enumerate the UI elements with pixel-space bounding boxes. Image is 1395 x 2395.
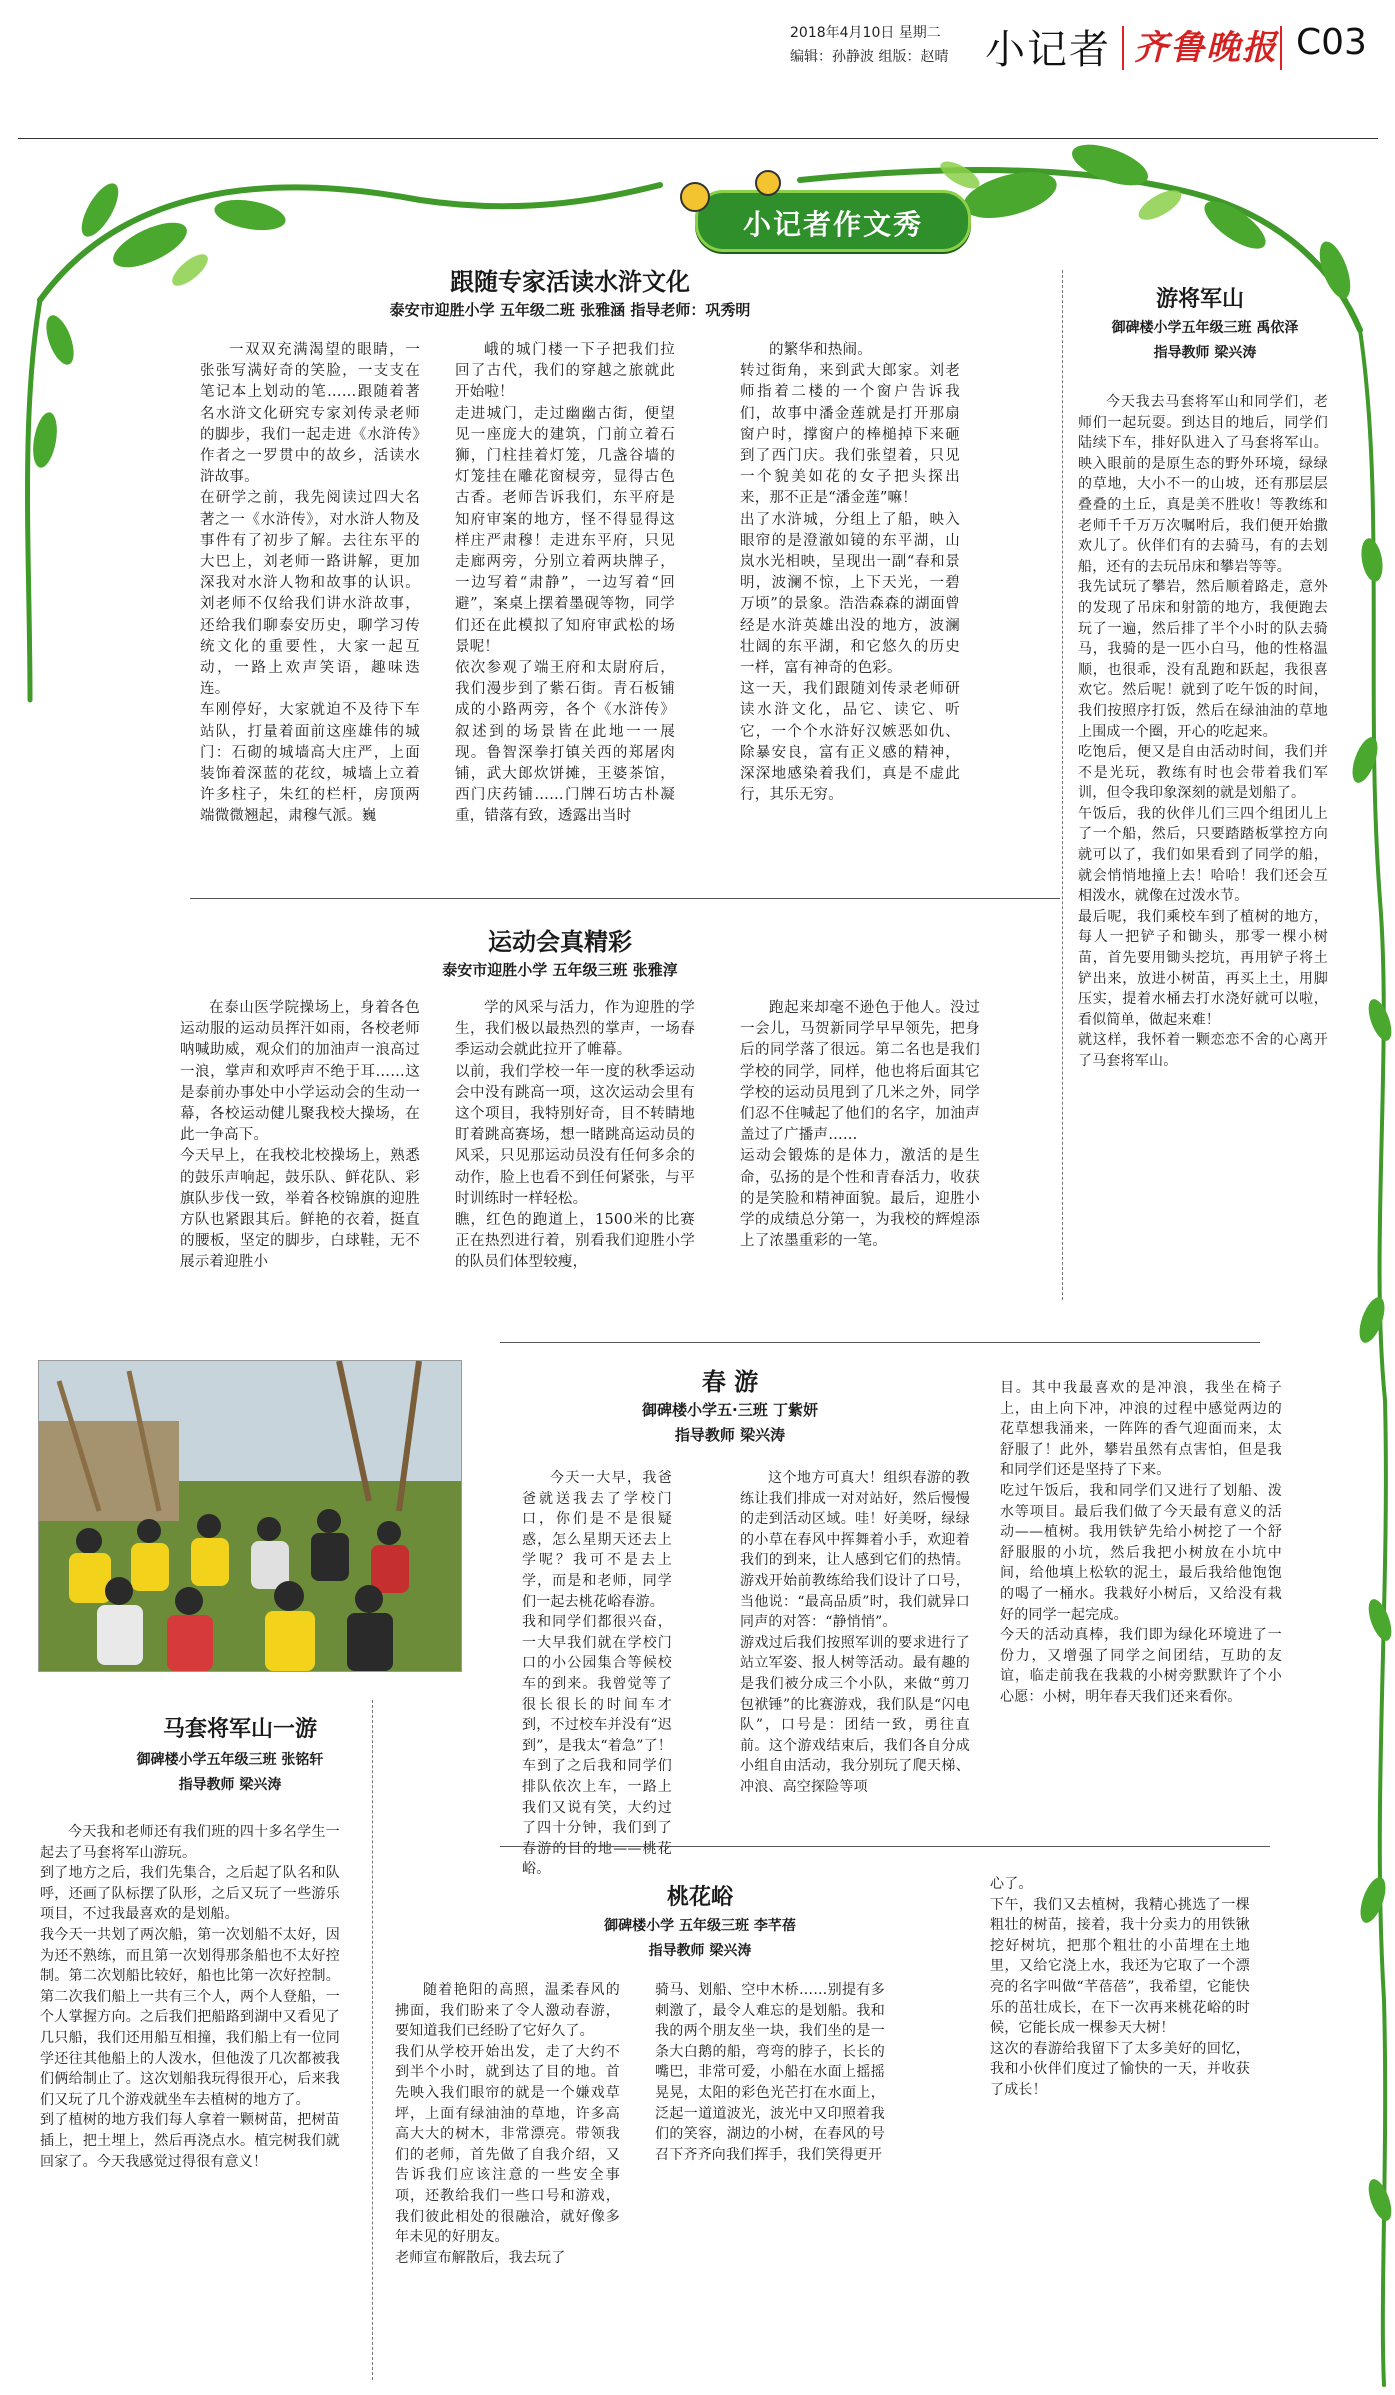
article-title: 桃花峪 bbox=[666, 1885, 733, 1910]
divider bbox=[500, 1846, 1270, 1847]
leaf bbox=[1364, 2176, 1395, 2224]
leaf bbox=[1364, 1596, 1395, 1644]
article-text-col1: 一双双充满渴望的眼睛，一张张写满好奇的笑脸，一支支在笔记本上划动的笔……跟随着著名水浒文化研究专家刘传录老师的脚步，我们一起走进《水浒传》作者之一罗贯中的故乡，活读水浒故事。 在研学之前，我先阅读过四大名著之一《水浒传》，对水浒人物及事件有了初步了解。去往东平的大巴上，刘老师一路讲解，更加深我对水浒人物和故事的认识。刘老师不仅给我们讲水浒故事，还给我们聊泰安历史，聊学习传统文化的重要性，大家一起互动，一路上欢声笑语，趣味迭连。 车刚停好，大家就迫不及待下车站队，打量着面前这座雄伟的城门：石砌的城墙高大庄严，上面装饰着深蓝的花纹，城墙上立着许多柱子，朱红的栏杆，房顶两端微微翘起，肃穆气派。巍 bbox=[200, 342, 420, 825]
page-number: C03 bbox=[1296, 22, 1367, 63]
article-text: 今天我去马套将军山和同学们，老师们一起玩耍。到达目的地后，同学们陆续下车，排好队进入了马套将军山。映入眼前的是原生态的野外环境，绿绿的草地，大小不一的山坡，还有那层层叠叠的土丘，真是美不胜收！等教练和老师千千万万次嘱咐后，我们便开始撒欢儿了。伙伴们有的去骑马，有的去划船，还有的去玩吊床和攀岩等等。 我先试玩了攀岩，然后顺着路走，意外的发现了吊床和射箭的地方，我便跑去玩了一遍，然后排了半个小时的队去骑马，我骑的是一匹小白马，他的性格温顺，也很乖，没有乱跑和跃起，我很喜欢它。然后呢！就到了吃午饭的时间，我们按照序打饭，然后在绿油油的草地上围成一个圈，开心的吃起来。 吃饱后，便又是自由活动时间，我们并不是光玩，教练有时也会带着我们军训，但令我印象深刻的就是划船了。 午饭后，我的伙伴儿们三四个组团儿上了一个船，然后，只要踏踏板掌控方向就可以了，我们如果看到了同学的船，就会悄悄地撞上去！哈哈！我们还会互相泼水，就像在过泼水节。 最后呢，我们乘校车到了植树的地方，每人一把铲子和锄头，那零一棵小树苗，首先要用锄头挖坑，再用铲子将土铲出来，放进小树苗，再买上土，用脚压实，提着水桶去打水浇好就可以啦，看似简单，做起来难！ 就这样，我怀着一颗恋恋不舍的心离开了马套将军山。 bbox=[1078, 394, 1328, 1069]
article-byline: 指导教师 梁兴涛 bbox=[674, 1426, 786, 1444]
article-title: 游将军山 bbox=[1155, 287, 1244, 312]
article-byline: 御碑楼小学五年级三班 张铭轩 bbox=[136, 1752, 324, 1768]
group-photo bbox=[38, 1360, 462, 1672]
date-line: 2018年4月10日 星期二 bbox=[790, 25, 941, 41]
banner-bee-icon bbox=[755, 170, 781, 196]
article-text-col3: 目。其中我最喜欢的是冲浪，我坐在椅子上，由上向下冲，冲浪的过程中感觉两边的花草想我涌来，一阵阵的香气迎面而来，太舒服了！此外，攀岩虽然有点害怕，但是我和同学们还是坚持了下来。 吃过午饭后，我和同学们又进行了划船、泼水等项目。最后我们做了今天最有意义的活动——植树。我用铁铲先给小树挖了一个舒舒服服的小坑，然后我把小树放在小坑中间，给他填上松软的泥土，最后我给他饱饱的喝了一桶水。我栽好小树后，又给没有栽好的同学一起完成。 今天的活动真棒，我们即为绿化环境进了一份力，又增强了同学之间团结，互助的友谊，临走前我在我栽的小树旁默默许了个小心愿：小树，明年春天我们还来看你。 bbox=[1000, 1380, 1282, 1705]
vertical-divider bbox=[1062, 270, 1063, 1300]
article-byline: 指导教师 梁兴涛 bbox=[648, 1943, 752, 1959]
article-byline: 泰安市迎胜小学 五年级二班 张雅涵 指导老师：巩秀明 bbox=[389, 301, 751, 319]
column-name: 小记者 bbox=[985, 27, 1111, 73]
vine-left bbox=[28, 300, 41, 700]
article-byline: 御碑楼小学五·三班 丁紫妍 bbox=[642, 1401, 818, 1419]
article-byline: 泰安市迎胜小学 五年级三班 张雅淳 bbox=[442, 961, 678, 979]
article-text-col3: 跑起来却毫不逊色于他人。没过一会儿，马贺新同学早早领先，把身后的同学落了很远。第二名也是我们学校的同学，同样，他也将后面其它学校的运动员甩到了几米之外，同学们忍不住喊起了他们的名字，加油声盖过了广播声…… 运动会锻炼的是体力，激活的是生命，弘扬的是个性和青春活力，收获的是笑脸和精神面貌。最后，迎胜小学的成绩总分第一，为我校的辉煌添上了浓墨重彩的一笔。 bbox=[740, 1000, 980, 1250]
banner bbox=[695, 190, 971, 252]
leaf bbox=[1355, 1874, 1390, 1926]
article-title: 运动会真精彩 bbox=[488, 928, 632, 956]
editors-line: 编辑：孙静波 组版：赵晴 bbox=[790, 49, 949, 65]
divider bbox=[500, 1342, 1260, 1343]
leaf bbox=[1358, 537, 1385, 584]
article-byline: 指导教师 梁兴涛 bbox=[178, 1777, 282, 1793]
divider bbox=[190, 898, 1060, 899]
article-text-col3: 心了。 下午，我们又去植树，我精心挑选了一棵粗壮的树苗，接着，我十分卖力的用铁锹挖好树坑，把那个粗壮的小苗埋在土地里，又给它浇上水，我还为它取了一个漂亮的名字叫做“芊蓓蓓”，我希望，它能快乐的茁壮成长，在下一次再来桃花峪的时候，它能长成一棵参天大树！ 这次的春游给我留下了太多美好的回忆，我和小伙伴们度过了愉快的一天，并收获了成长！ bbox=[990, 1876, 1250, 2098]
newspaper-logo: 齐鲁晚报 bbox=[1134, 28, 1278, 68]
leaf bbox=[1197, 193, 1272, 257]
group-photo-image bbox=[39, 1361, 461, 1671]
article-text-col2: 学的风采与活力，作为迎胜的学生，我们极以最热烈的掌声，一场春季运动会就此拉开了帷幕。 以前，我们学校一年一度的秋季运动会中没有跳高一项，这次运动会里有这个项目，我特别好奇，目不转睛地盯着跳高赛场，想一睹跳高运动员的风采，只见那运动员没有任何多余的动作，脸上也看不到任何紧张，与平时训练时一样轻松。 瞧，红色的跑道上，1500米的比赛正在热烈进行着，别看我们迎胜小学的队员们体型较瘦， bbox=[455, 1000, 695, 1271]
article-byline: 御碑楼小学 五年级三班 李芊蓓 bbox=[604, 1918, 796, 1934]
article-text-col1: 随着艳阳的高照，温柔春风的拂面，我们盼来了令人激动春游，要知道我们已经盼了它好久了。 我们从学校开始出发，走了大约不到半个小时，就到达了目的地。首先映入我们眼帘的就是一个嫌戏草坪，上面有绿油油的草地，许多高高大大的树木，非常漂亮。带领我们的老师，首先做了自我介绍，又告诉我们应该注意的一些安全事项，还教给我们一些口号和游戏，我们彼此相处的很融洽，就好像多年未见的好朋友。 老师宣布解散后，我去玩了 bbox=[395, 1982, 620, 2266]
article-text: 今天我和老师还有我们班的四十多名学生一起去了马套将军山游玩。 到了地方之后，我们先集合，之后起了队名和队呼，还画了队标摆了队形，之后又玩了一些游乐项目，不过我最喜欢的是划船。 我今天一共划了两次船，第一次划船不太好，因为还不熟练，而且第一次划得那条船也不太好控制。第二次划船比较好，船也比第一次好控制。第二次我们船上一共有三个人，两个人登船，一个人掌握方向。之后我们把船路到湖中又看见了几只船，我们还用船互相撞，我们船上有一位同学还往其他船上的人泼水，但他泼了几次都被我们俩给制止了。这次划船我玩得很开心，后来我们又玩了几个游戏就坐车去植树的地方了。 到了植树的地方我们每人拿着一颗树苗，把树苗插上，把土埋上，然后再浇点水。植完树我们就回家了。今天我感觉过得很有意义！ bbox=[40, 1824, 340, 2170]
leaf bbox=[41, 312, 79, 368]
article-text-col2: 峨的城门楼一下子把我们拉回了古代，我们的穿越之旅就此开始啦！ 走进城门，走过幽幽古街，便望见一座庞大的建筑，门前立着石狮，门柱挂着灯笼，几盏谷墙的灯笼挂在雕花窗棂旁，显得古色古香。老师告诉我们，东平府是知府审案的地方，怪不得显得这样庄严肃穆！走进东平府，只见走廊两旁，分别立着两块牌子，一边写着“肃静”，一边写着“回避”，案桌上摆着墨砚等物，同学们还在此模拟了知府审武松的场景呢！ 依次参观了端王府和太尉府后，我们漫步到了紫石街。青石板铺成的小路两旁，各个《水浒传》叙述到的场景皆在此地一一展现。鲁智深拳打镇关西的郑屠肉铺，武大郎炊饼摊，王婆茶馆，西门庆药铺……门牌石坊古朴凝重，错落有致，透露出当时 bbox=[455, 342, 675, 825]
vine-right bbox=[1360, 330, 1386, 2385]
article-text-col2: 这个地方可真大！组织春游的教练让我们排成一对对站好，然后慢慢的走到活动区域。哇！好美呀，绿绿的小草在春风中挥舞着小手，欢迎着我们的到来，让人感到它们的热情。游戏开始前教练给我们设计了口号，当他说：“最高品质”时，我们就异口同声的对答：“静悄悄”。 游戏过后我们按照军训的要求进行了站立军姿、报人树等活动。最有趣的是我们被分成三个小队，来做“剪刀包袱锤”的比赛游戏，我们队是“闪电队”，口号是：团结一致，勇往直前。这个游戏结束后，我们各自分成小组自由活动，我分别玩了爬天梯、冲浪、高空探险等项 bbox=[740, 1470, 970, 1795]
vertical-divider bbox=[372, 1700, 373, 2380]
article-byline: 御碑楼小学五年级三班 禹依泽 bbox=[1111, 320, 1299, 336]
leaf bbox=[212, 195, 288, 235]
article-title: 跟随专家活读水浒文化 bbox=[450, 268, 690, 296]
leaf bbox=[1354, 1294, 1389, 1346]
article-text-col3: 的繁华和热闹。 转过街角，来到武大郎家。刘老师指着二楼的一个窗户告诉我们，故事中潘金莲就是打开那扇窗户时，撑窗户的棒槌掉下来砸到了西门庆。我们张望着，只见一个貌美如花的女子把头探出来，那不正是“潘金莲”嘛！ 出了水浒城，分组上了船，映入眼帘的是澄澈如镜的东平湖，山岚水光相映，呈现出一副“春和景明，波澜不惊，上下天光，一碧万顷”的景象。浩浩森森的湖面曾经是水浒英雄出没的地方，波澜壮阔的东平湖，和它悠久的历史一样，富有神奇的色彩。 这一天，我们跟随刘传录老师研读水浒文化，品它、读它、听它，一个个水浒好汉嫉恶如仇、除暴安良，富有正义感的精神，深深地感染着我们，真是不虚此行，其乐无穷。 bbox=[740, 342, 960, 804]
banner-bee-icon bbox=[680, 182, 710, 212]
article-title: 春 游 bbox=[701, 1368, 759, 1396]
leaf bbox=[1347, 734, 1382, 786]
leaf bbox=[167, 249, 212, 291]
article-text-col2: 骑马、划船、空中木桥……别提有多刺激了，最令人难忘的是划船。我和我的两个朋友坐一块，我们坐的是一条大白鹅的船，弯弯的脖子，长长的嘴巴，非常可爱，小船在水面上摇摇晃晃，太阳的彩色光芒打在水面上，泛起一道道波光，波光中又印照着我们的笑容，湖边的小树，在春风的号召下齐齐向我们挥手，我们笑得更开 bbox=[655, 1982, 885, 2163]
leaf bbox=[29, 411, 60, 470]
article-byline: 指导教师 梁兴涛 bbox=[1153, 345, 1257, 361]
article-text-col1: 在泰山医学院操场上，身着各色运动服的运动员挥汗如雨，各校老师呐喊助威，观众们的加油声一浪高过一浪，掌声和欢呼声不绝于耳……这是泰前办事处中小学运动会的生动一幕，各校运动健儿聚我校大操场，在此一争高下。 今天早上，在我校北校操场上，熟悉的鼓乐声响起，鼓乐队、鲜花队、彩旗队步伐一致，举着各校锦旗的迎胜方队也紧跟其后。鲜艳的衣着，挺直的腰板，坚定的脚步，白球鞋，无不展示着迎胜小 bbox=[180, 1000, 420, 1271]
article-title: 马套将军山一游 bbox=[162, 1717, 317, 1742]
banner-text: 小记者作文秀 bbox=[742, 208, 923, 241]
article-text-col1: 今天一大早，我爸爸就送我去了学校门口，你们是不是很疑惑，怎么星期天还去上学呢？我可不是去上学，而是和老师，同学们一起去桃花峪春游。 我和同学们都很兴奋，一大早我们就在学校门口的小公园集合等候校车的到来。我曾觉等了很长很长的时间车才到，不过校车并没有“迟到”，是我太“着急”了！车到了之后我和同学们排队依次上车，一路上我们又说有笑，大约过了四十分钟，我们到了春游的目的地——桃花峪。 bbox=[522, 1470, 672, 1878]
leaf bbox=[1364, 996, 1395, 1044]
